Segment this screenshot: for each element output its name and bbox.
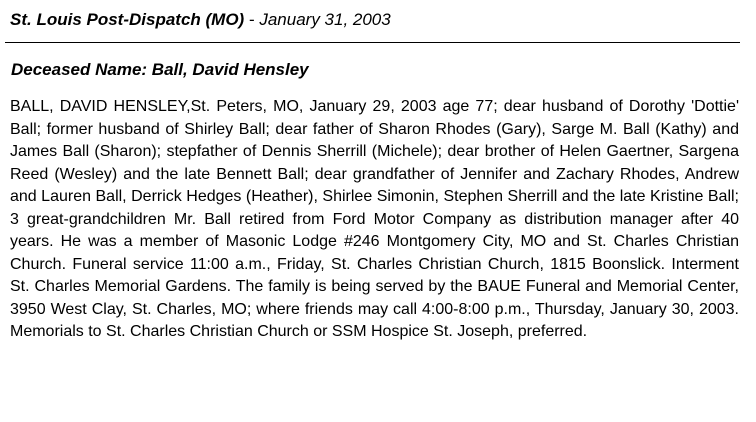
header-separator: - [244, 10, 260, 29]
publication-header [10, 9, 746, 31]
publication-date: January 31, 2003 [259, 10, 391, 29]
deceased-name-heading: Deceased Name: Ball, David Hensley [11, 60, 309, 79]
publication-name: St. Louis Post-Dispatch (MO) [10, 10, 245, 29]
obituary-text: BALL, DAVID HENSLEY,St. Peters, MO, January 29, 2003 age 77; dear husband of Dorothy 'Dottie' Ball; former husband of Shirley Ball; dear father of Sharon Rhodes (Gary), Sarge M. Ball (Kathy) and James Ball (Sharon); stepfather of Dennis Sherrill (Michele); dear brother of Helen Gaertner, Sargena Reed (Wesley) and the late Bennett Ball; dear grandfather of Jennifer and Zachary Rhodes, Andrew and Lauren Ball, Derrick Hedges (Heather), Shirlee Simonin, Stephen Sherrill and the late Kristine Ball; 3 great-grandchildren Mr. Ball retired from Ford Motor Company as distribution manager after 40 years. He was a member of Masonic Lodge #246 Montgomery City, MO and St. Charles Christian Church. Funeral service 11:00 a.m., Friday, St. Charles Christian Church, 1815 Boonslick. Interment St. Charles Memorial Gardens. The family is being served by the BAUE Funeral and Memorial Center, 3950 West Clay, St. Charles, MO; where friends may call 4:00-8:00 p.m., Thursday, January 30, 2003. Memorials to St. Charles Christian Church or SSM Hospice St. Joseph, preferred. [10, 98, 739, 340]
header-divider [5, 42, 740, 43]
